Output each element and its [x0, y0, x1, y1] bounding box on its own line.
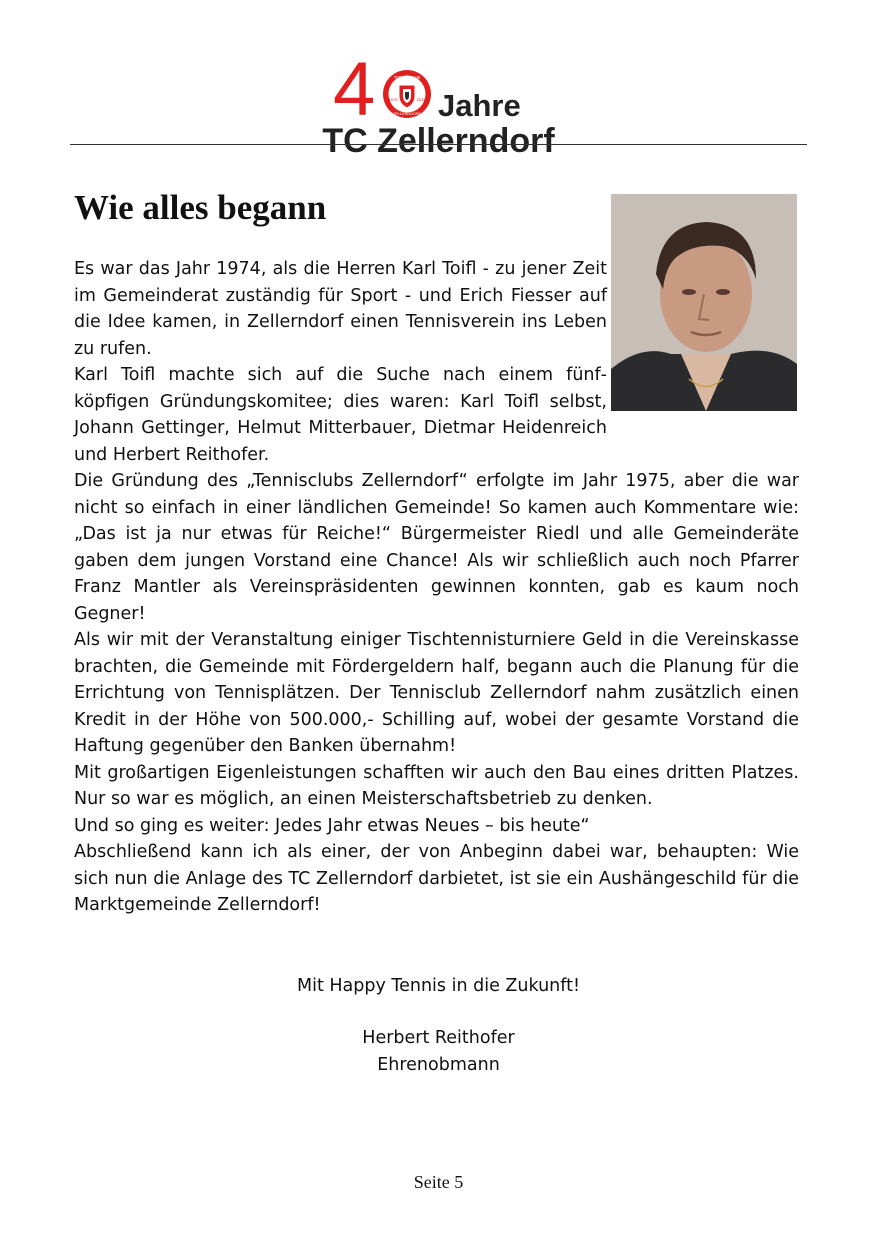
badge-left-year: 1975: [388, 97, 398, 102]
article-paragraph: Es war das Jahr 1974, als die Herren Karl Toifl - zu jener Zeit im Gemeinderat zuständig für Sport - und Erich Fiesser auf die Idee kamen, in Zellerndorf einen Tennisverein ins Leben zu rufen.: [74, 259, 607, 359]
article-paragraph: Abschließend kann ich als einer, der von Anbeginn dabei war, behaupten: Wie sich nun die Anlage des TC Zellerndorf darbietet, ist sie ein Aushängeschild für die Marktgemeinde Zellerndorf!: [74, 842, 799, 915]
article-paragraph: Karl Toifl machte sich auf die Suche nach einem fünfköpfigen Gründungskomitee; dies waren: Karl Toifl selbst, Johann Gettinger, Helmut Mitterbauer, Dietmar Heidenreich und Herbert Reithofer.: [74, 365, 607, 465]
badge-top-text: TENNISCLUB: [393, 75, 421, 80]
club-name: TC Zellerndorf: [322, 122, 555, 160]
closing-motto: Mit Happy Tennis in die Zukunft!: [296, 976, 581, 996]
page-number: Seite 5: [413, 1172, 464, 1192]
article-title: Wie alles begann: [74, 188, 327, 227]
logo-number: 4: [333, 47, 374, 132]
club-badge-logo: [381, 68, 433, 120]
article-paragraph: Die Gründung des „Tennisclubs Zellerndorf“ erfolgte im Jahr 1975, aber die war nicht so einfach in einer ländlichen Gemeinde! So kamen auch Kommentare wie: „Das ist ja nur etwas für Reiche!“ Bürgermeister Riedl und alle Gemeinderäte gaben dem jungen Vorstand eine Chance! Als wir schließlich auch noch Pfarrer Franz Mantler als Vereinspräsidenten gewinnen konnten, gab es kaum noch Gegner!: [74, 471, 799, 624]
article-paragraph: Und so ging es weiter: Jedes Jahr etwas Neues – bis heute“: [74, 815, 590, 836]
author-role: Ehrenobmann: [377, 1055, 500, 1075]
article-intro-column: [74, 256, 607, 468]
badge-bottom-text: ZELLERNDORF: [393, 112, 421, 116]
author-name: Herbert Reithofer: [362, 1028, 515, 1048]
article-main-column: [74, 468, 799, 919]
article-body: [74, 256, 799, 919]
anniversary-header: [0, 28, 877, 160]
article-paragraph: Als wir mit der Veranstaltung einiger Tischtennisturniere Geld in die Vereinskasse brachten, die Gemeinde mit Fördergeldern half, begann auch die Planung für die Errichtung von Tennisplätzen. Der Tennisclub Zellerndorf nahm zusätzlich einen Kredit in der Höhe von 500.000,- Schilling auf, wobei der gesamte Vorstand die Haftung gegenüber den Banken übernahm!: [74, 630, 799, 756]
header-divider: [70, 144, 807, 145]
badge-right-year: 2015: [416, 97, 426, 102]
article-paragraph: Mit großartigen Eigenleistungen schafften wir auch den Bau eines dritten Platzes. Nur so war es möglich, an einen Meisterschaftsbetrieb zu denken.: [74, 762, 799, 809]
logo-jahre: Jahre: [438, 88, 521, 123]
